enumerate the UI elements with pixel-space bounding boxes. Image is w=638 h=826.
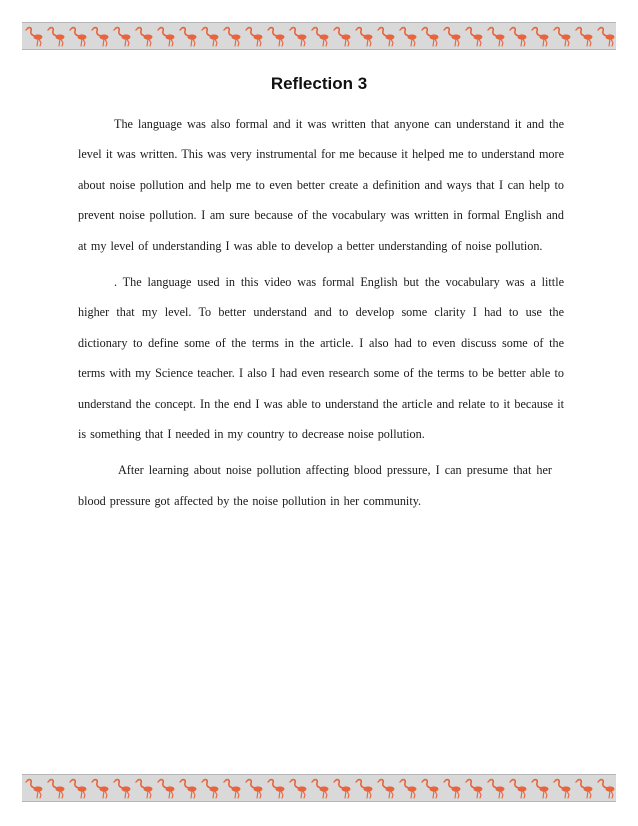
flamingo-icon [378,28,395,46]
flamingo-icon [532,28,549,46]
flamingo-icon [114,780,131,798]
flamingo-icon [356,780,373,798]
flamingo-icon [92,780,109,798]
flamingo-icon [334,28,351,46]
flamingo-icon [334,780,351,798]
flamingo-icon [136,28,153,46]
flamingo-border-bottom [22,775,616,801]
flamingo-icon [48,780,65,798]
flamingo-icon [378,780,395,798]
flamingo-icon [576,780,593,798]
flamingo-icon [510,28,527,46]
flamingo-icon [246,780,263,798]
flamingo-icon [400,28,417,46]
top-border-band [22,22,616,50]
flamingo-icon [444,28,461,46]
flamingo-icon [268,28,285,46]
flamingo-icon [466,780,483,798]
flamingo-icon [180,780,197,798]
flamingo-icon [422,28,439,46]
flamingo-icon [488,780,505,798]
bottom-border-band [22,774,616,802]
flamingo-icon [554,780,571,798]
flamingo-icon [356,28,373,46]
flamingo-icon [70,28,87,46]
flamingo-icon [158,28,175,46]
flamingo-icon [444,780,461,798]
flamingo-icon [290,28,307,46]
paragraph-3: After learning about noise pollution affecting blood pressure, I can presume that her blood pressure got affected by the noise pollution in her community. [78,463,552,508]
flamingo-icon [202,780,219,798]
page-title: Reflection 3 [270,74,368,93]
flamingo-icon [312,780,329,798]
paragraph-2: . The language used in this video was formal English but the vocabulary was a little higher that my level. To better understand and to develop some clarity I had to use the dictionary to define some of the terms in the article. I also had to even discuss some of the terms with my Science teacher. I also I had even research some of the terms to be better able to understand the concept. In the end I was able to understand the article and relate to it because it is something that I needed in my country to decrease noise pollution. [78,275,564,442]
flamingo-icon [422,780,439,798]
flamingo-icon [48,28,65,46]
flamingo-icon [158,780,175,798]
document-body [78,109,564,516]
flamingo-icon [246,28,263,46]
flamingo-icon [290,780,307,798]
flamingo-icon [510,780,527,798]
flamingo-icon [466,28,483,46]
flamingo-icon [598,28,615,46]
flamingo-icon [136,780,153,798]
flamingo-icon [400,780,417,798]
flamingo-icon [92,28,109,46]
flamingo-icon [26,28,43,46]
flamingo-border-top [22,23,616,49]
flamingo-icon [312,28,329,46]
flamingo-icon [114,28,131,46]
flamingo-icon [576,28,593,46]
flamingo-icon [224,780,241,798]
flamingo-icon [554,28,571,46]
flamingo-icon [488,28,505,46]
flamingo-icon [598,780,615,798]
paragraph-1: The language was also formal and it was written that anyone can understand it and the level it was written. This was very instrumental for me because it helped me to understand more about noise pollution and help me to even better create a definition and ways that I can help to prevent noise pollution. I am sure because of the vocabulary was written in formal English and at my level of understanding I was able to develop a better understanding of noise pollution. [78,117,564,253]
flamingo-icon [202,28,219,46]
flamingo-icon [70,780,87,798]
flamingo-icon [224,28,241,46]
flamingo-icon [532,780,549,798]
flamingo-icon [26,780,43,798]
flamingo-icon [180,28,197,46]
flamingo-icon [268,780,285,798]
